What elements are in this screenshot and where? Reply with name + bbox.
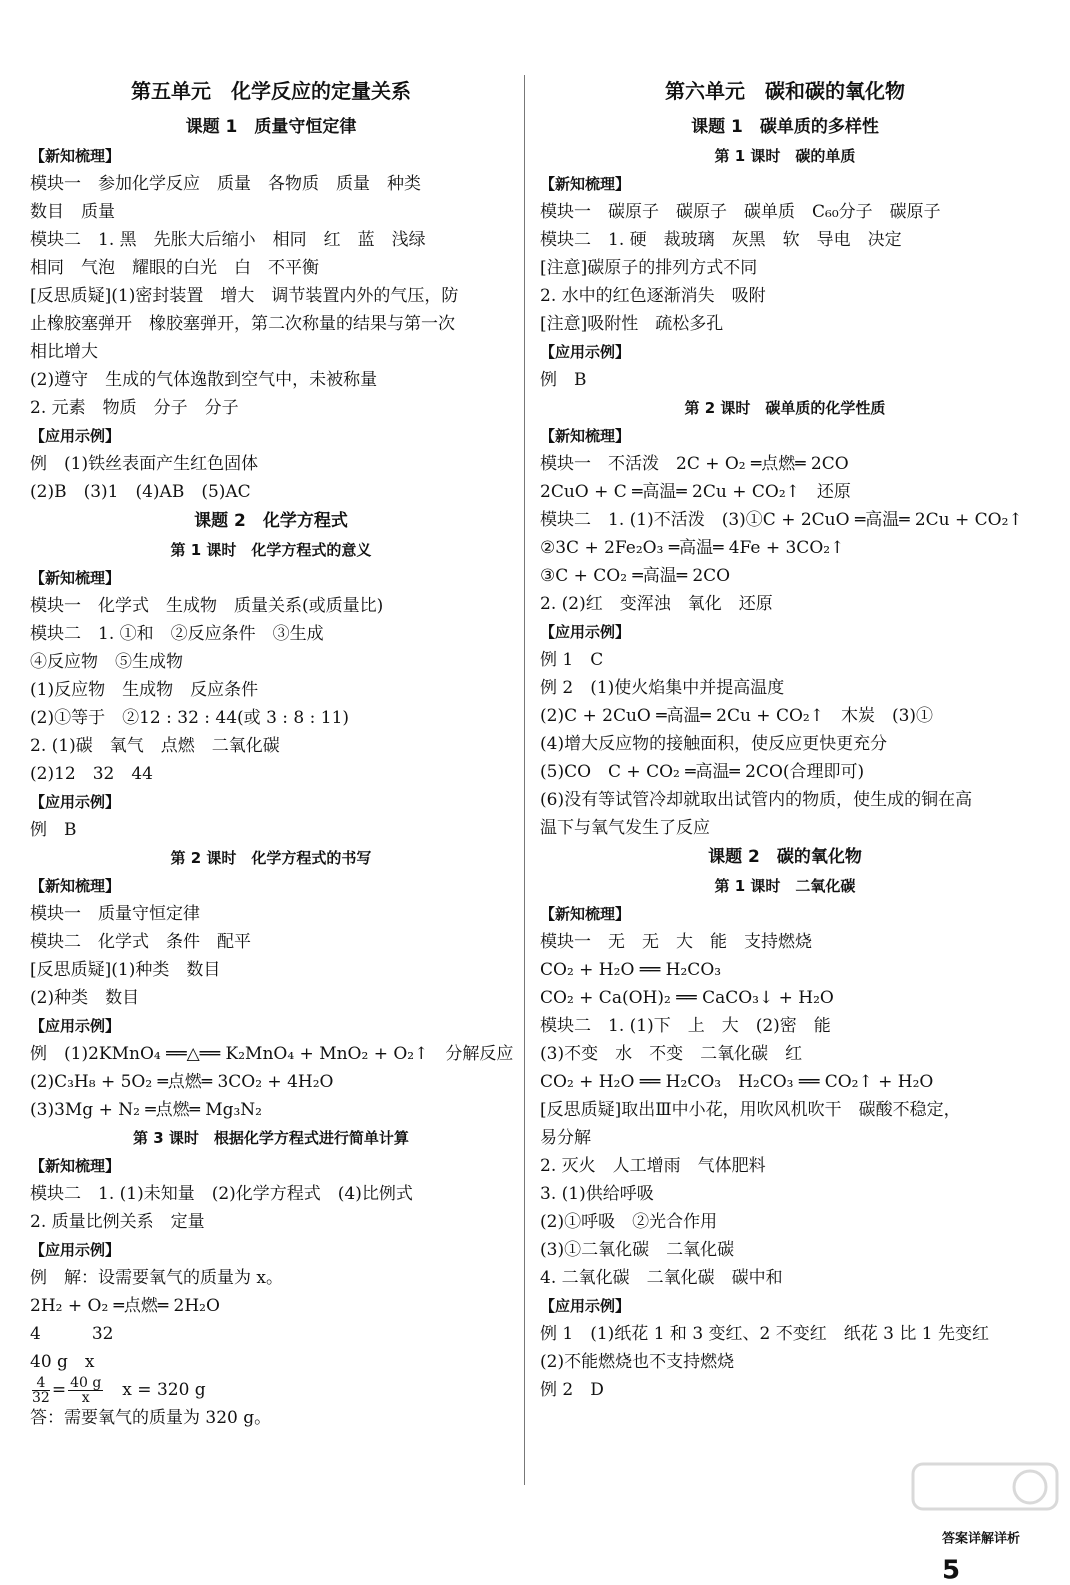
fraction-equation <box>30 1376 512 1404</box>
fraction-left <box>32 1376 50 1405</box>
text-line: 易分解 <box>540 1128 591 1148</box>
text-line: CO₂ + H₂O ══ H₂CO₃ <box>540 960 722 980</box>
text-line: 2. (2)红 变浑浊 氧化 还原 <box>540 594 773 614</box>
text-line: (2)①等于 ②12 : 32 : 44(或 3 : 8 : 11) <box>30 708 350 728</box>
text-line: 例 1 C <box>540 650 604 670</box>
section-heading: 【应用示例】 <box>540 1297 631 1315</box>
section-heading: 【新知梳理】 <box>30 147 121 165</box>
text-line: 模块一 不活泼 2C + O₂ ═点燃═ 2CO <box>540 454 849 474</box>
text-line: 例 (1)铁丝表面产生红色固体 <box>30 454 259 474</box>
text-line: 模块二 1. 硬 裁玻璃 灰黑 软 导电 决定 <box>540 230 902 250</box>
text-line: 4. 二氧化碳 二氧化碳 碳中和 <box>540 1268 783 1288</box>
fraction-numerator: 40 g <box>70 1375 102 1391</box>
text-line: [反思质疑]取出Ⅲ中小花，用吹风机吹干 碳酸不稳定， <box>540 1100 961 1120</box>
text-line: [注意]碳原子的排列方式不同 <box>540 258 758 278</box>
text-line: (2)C + 2CuO ═高温═ 2Cu + CO₂↑ 木炭 (3)① <box>540 706 934 726</box>
text-line: 模块二 化学式 条件 配平 <box>30 932 251 952</box>
text-line: 模块二 1. (1)未知量 (2)化学方程式 (4)比例式 <box>30 1184 413 1204</box>
text-line: 例 1 (1)纸花 1 和 3 变红、2 不变红 纸花 3 比 1 先变红 <box>540 1324 990 1344</box>
section-heading: 【新知梳理】 <box>30 877 121 895</box>
text-line: (3)①二氧化碳 二氧化碳 <box>540 1240 735 1260</box>
section-heading: 【新知梳理】 <box>540 905 631 923</box>
lesson-title: 第 2 课时 化学方程式的书写 <box>170 849 372 867</box>
text-line: (3)不变 水 不变 二氧化碳 红 <box>540 1044 803 1064</box>
text-line: 2. 元素 物质 分子 分子 <box>30 398 239 418</box>
text-line: 2. 灭火 人工增雨 气体肥料 <box>540 1156 766 1176</box>
text-line: 数目 质量 <box>30 202 115 222</box>
text-line: [注意]吸附性 疏松多孔 <box>540 314 724 334</box>
text-line: 模块一 参加化学反应 质量 各物质 质量 种类 <box>30 174 421 194</box>
text-line: 模块一 化学式 生成物 质量关系(或质量比) <box>30 596 384 616</box>
text-line: ③C + CO₂ ═高温═ 2CO <box>540 566 731 586</box>
unit-title: 第五单元 化学反应的定量关系 <box>131 79 411 103</box>
text-line: 相比增大 <box>30 342 98 362</box>
text-line: 2. 水中的红色逐渐消失 吸附 <box>540 286 766 306</box>
topic-title: 课题 1 碳单质的多样性 <box>691 117 879 137</box>
text-line: [反思质疑](1)密封装置 增大 调节装置内外的气压，防 <box>30 286 459 306</box>
text-line: (4)增大反应物的接触面积，使反应更快更充分 <box>540 734 888 754</box>
fraction-denominator: 32 <box>32 1390 50 1406</box>
lesson-title: 第 1 课时 碳的单质 <box>714 147 856 165</box>
text-line: 例 2 D <box>540 1380 604 1400</box>
lesson-title: 第 1 课时 化学方程式的意义 <box>170 541 372 559</box>
text-line: 例 B <box>540 370 587 390</box>
text-line: 相同 气泡 耀眼的白光 白 不平衡 <box>30 258 319 278</box>
text-line: 3. (1)供给呼吸 <box>540 1184 654 1204</box>
text-line: (2)12 32 44 <box>30 764 153 784</box>
text-line: 2H₂ + O₂ ═点燃═ 2H₂O <box>30 1296 220 1316</box>
text-line: 模块一 无 无 大 能 支持燃烧 <box>540 932 812 952</box>
text-line: (2)C₃H₈ + 5O₂ ═点燃═ 3CO₂ + 4H₂O <box>30 1072 334 1092</box>
text-line: 2. 质量比例关系 定量 <box>30 1212 205 1232</box>
text-line: (2)不能燃烧也不支持燃烧 <box>540 1352 735 1372</box>
section-heading: 【新知梳理】 <box>30 569 121 587</box>
text-line: 模块二 1. 黑 先胀大后缩小 相同 红 蓝 浅绿 <box>30 230 426 250</box>
text-line: CO₂ + Ca(OH)₂ ══ CaCO₃↓ + H₂O <box>540 988 834 1008</box>
text-line: 2CuO + C ═高温═ 2Cu + CO₂↑ 还原 <box>540 482 851 502</box>
text-line: CO₂ + H₂O ══ H₂CO₃ H₂CO₃ ══ CO₂↑ + H₂O <box>540 1072 934 1092</box>
left-column <box>30 70 512 1432</box>
topic-title: 课题 1 质量守恒定律 <box>185 117 357 137</box>
text-line: 模块一 质量守恒定律 <box>30 904 200 924</box>
text-line: (3)3Mg + N₂ ═点燃═ Mg₃N₂ <box>30 1100 262 1120</box>
text-line: ④反应物 ⑤生成物 <box>30 652 183 672</box>
topic-title: 课题 2 化学方程式 <box>194 511 348 531</box>
text-line: (2)①呼吸 ②光合作用 <box>540 1212 718 1232</box>
text-line: 例 B <box>30 820 77 840</box>
page-number: 5 <box>941 1555 961 1585</box>
column-divider <box>524 75 525 1485</box>
lesson-title: 第 2 课时 碳单质的化学性质 <box>684 399 886 417</box>
right-column <box>540 70 1030 1404</box>
section-heading: 【应用示例】 <box>30 427 121 445</box>
watermark-logo <box>910 1459 1060 1514</box>
text-line: 温下与氧气发生了反应 <box>540 818 710 838</box>
topic-title: 课题 2 碳的氧化物 <box>708 847 862 867</box>
text-line: (2)B (3)1 (4)AB (5)AC <box>30 482 251 502</box>
text-line: 模块二 1. ①和 ②反应条件 ③生成 <box>30 624 324 644</box>
lesson-title: 第 1 课时 二氧化碳 <box>714 877 856 895</box>
section-heading: 【新知梳理】 <box>30 1157 121 1175</box>
footer-label: 答案详解详析 <box>941 1531 1020 1547</box>
text-line: (2)种类 数目 <box>30 988 140 1008</box>
section-heading: 【应用示例】 <box>30 1241 121 1259</box>
text-line: (6)没有等试管冷却就取出试管内的物质，使生成的铜在高 <box>540 790 973 810</box>
lesson-title: 第 3 课时 根据化学方程式进行简单计算 <box>133 1129 409 1147</box>
text-line: 模块二 1. (1)下 上 大 (2)密 能 <box>540 1016 831 1036</box>
text-line: ②3C + 2Fe₂O₃ ═高温═ 4Fe + 3CO₂↑ <box>540 538 845 558</box>
text-line: 模块一 碳原子 碳原子 碳单质 C₆₀分子 碳原子 <box>540 202 941 222</box>
text-line: 2. (1)碳 氧气 点燃 二氧化碳 <box>30 736 280 756</box>
unit-title: 第六单元 碳和碳的氧化物 <box>665 79 905 103</box>
text-line: 止橡胶塞弹开 橡胶塞弹开，第二次称量的结果与第一次 <box>30 314 455 334</box>
fraction-right <box>68 1376 103 1405</box>
text-line: 例 2 (1)使火焰集中并提高温度 <box>540 678 785 698</box>
section-heading: 【应用示例】 <box>30 1017 121 1035</box>
equals-sign: = <box>51 1380 67 1400</box>
text-line: (1)反应物 生成物 反应条件 <box>30 680 259 700</box>
section-heading: 【新知梳理】 <box>540 175 631 193</box>
text-line: 答：需要氧气的质量为 320 g。 <box>30 1408 272 1428</box>
text-line: (5)CO C + CO₂ ═高温═ 2CO(合理即可) <box>540 762 865 782</box>
text-line: 40 g x <box>30 1352 95 1372</box>
section-heading: 【新知梳理】 <box>540 427 631 445</box>
fraction-denominator: x <box>81 1390 90 1406</box>
text-line: (2)遵守 生成的气体逸散到空气中，未被称量 <box>30 370 378 390</box>
text-line: 例 解：设需要氧气的质量为 x。 <box>30 1268 283 1288</box>
fraction-numerator: 4 <box>32 1376 50 1391</box>
section-heading: 【应用示例】 <box>540 343 631 361</box>
section-heading: 【应用示例】 <box>540 623 631 641</box>
text-line: 4 32 <box>30 1324 114 1344</box>
section-heading: 【应用示例】 <box>30 793 121 811</box>
text-line: 例 (1)2KMnO₄ ══△══ K₂MnO₄ + MnO₂ + O₂↑ 分解反应 <box>30 1044 514 1064</box>
fraction-result: x = 320 g <box>105 1380 206 1400</box>
text-line: 模块二 1. (1)不活泼 (3)①C + 2CuO ═高温═ 2Cu + CO₂↑ <box>540 510 1023 530</box>
text-line: [反思质疑](1)种类 数目 <box>30 960 221 980</box>
